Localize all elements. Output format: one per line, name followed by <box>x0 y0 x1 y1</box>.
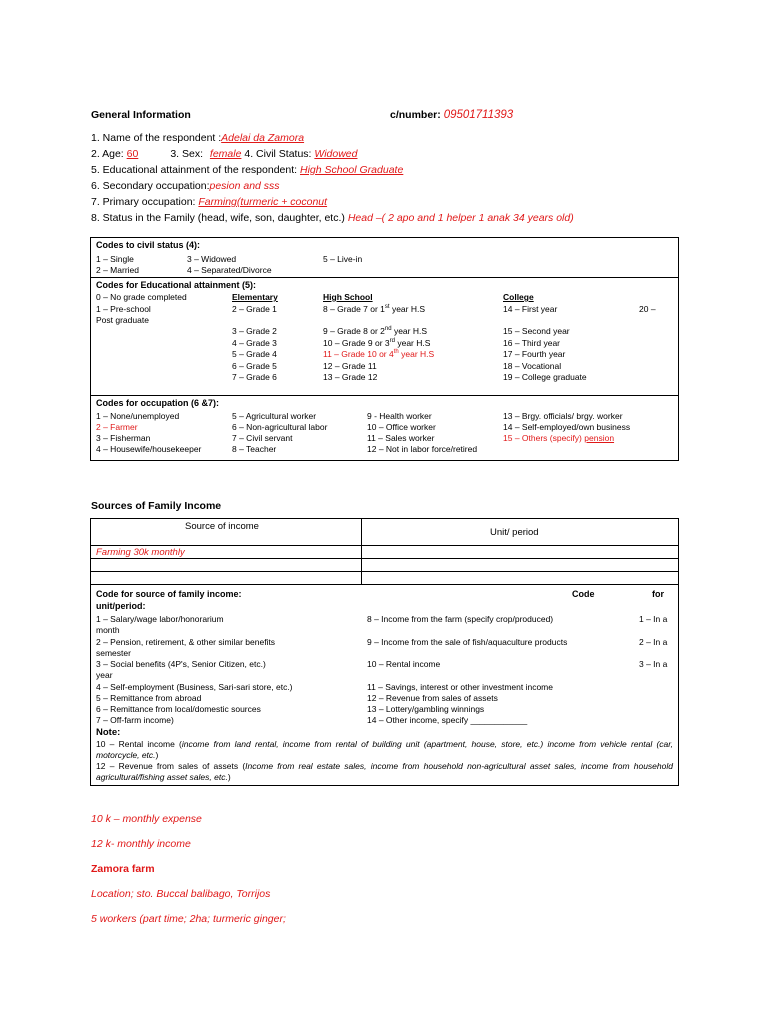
divider <box>90 395 679 396</box>
edu-code <box>323 326 427 338</box>
income-row-source: Farming 30k monthly <box>96 547 185 558</box>
q8-label: 8. Status in the Family (head, wife, son, daughter, etc.) <box>91 212 348 224</box>
edu-code: 1 – Pre-school <box>96 304 151 314</box>
income-code: 6 – Remittance from local/domestic sources <box>96 704 261 714</box>
income-code-title: Code for source of family income: <box>96 589 242 599</box>
q8-value: Head –( 2 apo and 1 helper 1 anak 34 years old) <box>347 212 574 224</box>
occupation-title: Codes for occupation (6 &7): <box>96 398 220 408</box>
q5-value: High School Graduate <box>299 164 404 176</box>
civil-code: 1 – Single <box>96 254 134 264</box>
q6-value: pesion and sss <box>209 180 280 192</box>
note-label: Note: <box>96 727 121 738</box>
farm-workers: 5 workers (part time; 2ha; turmeric ginger; <box>91 913 286 925</box>
note-expense: 10 k – monthly expense <box>91 813 202 825</box>
occ-code: 14 – Self-employed/own business <box>503 422 631 432</box>
question-5 <box>91 162 425 178</box>
superscript: rd <box>389 338 395 345</box>
edu-code: 6 – Grade 5 <box>232 361 277 371</box>
note-rental-detail: income from land rental, income from rental of building unit (apartment, house, store, etc.) income from vehicle rental (car, motorcycle, etc. <box>96 739 673 760</box>
note-rental-lead: 10 – Rental income ( <box>96 739 182 749</box>
occ-code-pension: pension <box>584 433 615 443</box>
q5-label: 5. Educational attainment of the respondent: <box>91 164 300 176</box>
column-header-unit: Unit/ period <box>490 527 539 538</box>
question-2-3-4 <box>91 146 357 162</box>
edu-code <box>323 338 430 350</box>
note-rental-close: ) <box>155 749 159 760</box>
occ-code: 3 – Fisherman <box>96 433 151 443</box>
education-title: Codes for Educational attainment (5): <box>96 280 257 290</box>
q2-value: 60 <box>126 148 139 160</box>
income-code: 13 – Lottery/gambling winnings <box>367 704 485 714</box>
edu-code-tail: year H.S <box>398 349 435 359</box>
edu-code-selected <box>323 349 434 361</box>
edu-code-text: 9 – Grade 8 or 2 <box>323 326 385 336</box>
income-code: 5 – Remittance from abroad <box>96 693 202 703</box>
superscript: nd <box>384 326 392 333</box>
divider <box>90 277 679 278</box>
edu-code: 16 – Third year <box>503 338 561 348</box>
q4-value: Widowed <box>314 148 358 160</box>
unit-wrap: year <box>96 670 113 680</box>
edu-code: 7 – Grade 6 <box>232 372 277 382</box>
divider <box>90 571 679 572</box>
divider <box>90 558 679 559</box>
q3-value: female <box>209 148 242 160</box>
q6-label: 6. Secondary occupation: <box>91 180 210 192</box>
civil-code: 2 – Married <box>96 265 139 275</box>
question-1 <box>91 130 304 146</box>
note-assets <box>96 761 673 782</box>
question-8 <box>91 210 574 226</box>
farm-title: Zamora farm <box>91 863 155 875</box>
edu-head-college: College <box>503 292 534 302</box>
unit-wrap: semester <box>96 648 131 658</box>
occ-code: 12 – Not in labor force/retired <box>367 444 478 454</box>
unit-code: 1 – In a <box>639 614 668 624</box>
occ-code-text: 15 – Others (specify) <box>503 433 585 443</box>
occ-code: 5 – Agricultural worker <box>232 411 317 421</box>
q4-label: 4. Civil Status: <box>241 148 315 160</box>
income-code: 3 – Social benefits (4P's, Senior Citizen, etc.) <box>96 659 266 669</box>
edu-code-tail: year H.S <box>389 304 426 314</box>
q1-value: Adelai da Zamora <box>221 132 305 144</box>
q1-label: 1. Name of the respondent : <box>91 132 222 144</box>
section-title-general-information: General Information <box>91 109 191 121</box>
occ-code: 11 – Sales worker <box>367 433 435 443</box>
edu-head-elementary: Elementary <box>232 292 278 302</box>
q3-label: 3. Sex: <box>170 148 206 160</box>
occ-code-selected: 2 – Farmer <box>96 422 138 432</box>
note-assets-lead: 12 – Revenue from sales of assets ( <box>96 761 246 771</box>
cnumber-label: c/number: <box>390 109 441 121</box>
occ-code-selected <box>503 433 614 445</box>
unit-code: 2 – In a <box>639 637 668 647</box>
civil-code: 5 – Live-in <box>323 254 363 264</box>
cnumber-value: 09501711393 <box>443 109 514 121</box>
column-divider <box>361 518 362 584</box>
note-assets-close: ) <box>227 771 231 782</box>
occ-code: 6 – Non-agricultural labor <box>232 422 328 432</box>
edu-code: 2 – Grade 1 <box>232 304 277 314</box>
occ-code: 10 – Office worker <box>367 422 436 432</box>
edu-code-tail: year H.S <box>394 338 431 348</box>
question-6 <box>91 178 280 194</box>
edu-code: 19 – College graduate <box>503 372 587 382</box>
farm-location: Location; sto. Buccal balibago, Torrijos <box>91 888 271 900</box>
income-code: 7 – Off-farm income) <box>96 715 174 725</box>
note-assets-detail: Income from real estate sales, income from household non-agricultural asset sales, income from household agricultural/fishing asset sales, etc. <box>96 761 673 782</box>
civil-status-title: Codes to civil status (4): <box>96 240 201 250</box>
edu-code: 17 – Fourth year <box>503 349 566 359</box>
question-7 <box>91 194 327 210</box>
divider <box>90 584 679 585</box>
occ-code: 13 – Brgy. officials/ brgy. worker <box>503 411 623 421</box>
edu-code <box>323 304 425 316</box>
edu-head-high-school: High School <box>323 292 373 302</box>
civil-code: 3 – Widowed <box>187 254 237 264</box>
income-code: 10 – Rental income <box>367 659 441 669</box>
edu-code: 14 – First year <box>503 304 558 314</box>
edu-code: 12 – Grade 11 <box>323 361 377 371</box>
occ-code: 1 – None/unemployed <box>96 411 180 421</box>
edu-code-tail: year H.S <box>391 326 428 336</box>
edu-code: 13 – Grade 12 <box>323 372 378 382</box>
edu-code: 5 – Grade 4 <box>232 349 277 359</box>
q2-label: 2. Age: <box>91 148 127 160</box>
q7-label: 7. Primary occupation: <box>91 196 199 208</box>
edu-code-text: 8 – Grade 7 or 1 <box>323 304 385 314</box>
unit-code: 3 – In a <box>639 659 668 669</box>
income-code: 4 – Self-employment (Business, Sari-sari store, etc.) <box>96 682 293 692</box>
unit-wrap: month <box>96 625 120 635</box>
income-code: 8 – Income from the farm (specify crop/produced) <box>367 614 554 624</box>
edu-code: 18 – Vocational <box>503 361 562 371</box>
edu-code: 15 – Second year <box>503 326 570 336</box>
edu-code-text: 11 – Grade 10 or 4 <box>323 349 394 359</box>
civil-code: 4 – Separated/Divorce <box>187 265 272 275</box>
income-unit-label: unit/period: <box>96 601 146 611</box>
edu-code-text: 10 – Grade 9 or 3 <box>323 338 390 348</box>
q7-value: Farming(turmeric + coconut <box>198 196 328 208</box>
income-code: 11 – Savings, interest or other investment income <box>367 682 553 692</box>
edu-code: 0 – No grade completed <box>96 292 187 302</box>
edu-code: Post graduate <box>96 315 149 325</box>
occ-code: 7 – Civil servant <box>232 433 293 443</box>
income-code-label: Code <box>572 589 595 599</box>
cnumber <box>390 109 513 121</box>
column-header-source: Source of income <box>185 521 259 532</box>
section-title-family-income: Sources of Family Income <box>91 500 222 512</box>
occ-code: 9 - Health worker <box>367 411 432 421</box>
income-code: 9 – Income from the sale of fish/aquaculture products <box>367 637 568 647</box>
income-code: 14 – Other income, specify ____________ <box>367 715 528 725</box>
income-code: 12 – Revenue from sales of assets <box>367 693 498 703</box>
note-rental <box>96 739 673 760</box>
edu-code: 3 – Grade 2 <box>232 326 277 336</box>
edu-code: 20 – <box>639 304 656 314</box>
divider <box>90 545 679 546</box>
note-income: 12 k- monthly income <box>91 838 191 850</box>
income-for-label: for <box>652 589 664 599</box>
income-code: 2 – Pension, retirement, & other similar benefits <box>96 637 276 647</box>
occ-code: 4 – Housewife/housekeeper <box>96 444 202 454</box>
superscript: st <box>384 304 390 311</box>
superscript: th <box>393 349 399 356</box>
income-code: 1 – Salary/wage labor/honorarium <box>96 614 224 624</box>
edu-code: 4 – Grade 3 <box>232 338 277 348</box>
occ-code: 8 – Teacher <box>232 444 277 454</box>
